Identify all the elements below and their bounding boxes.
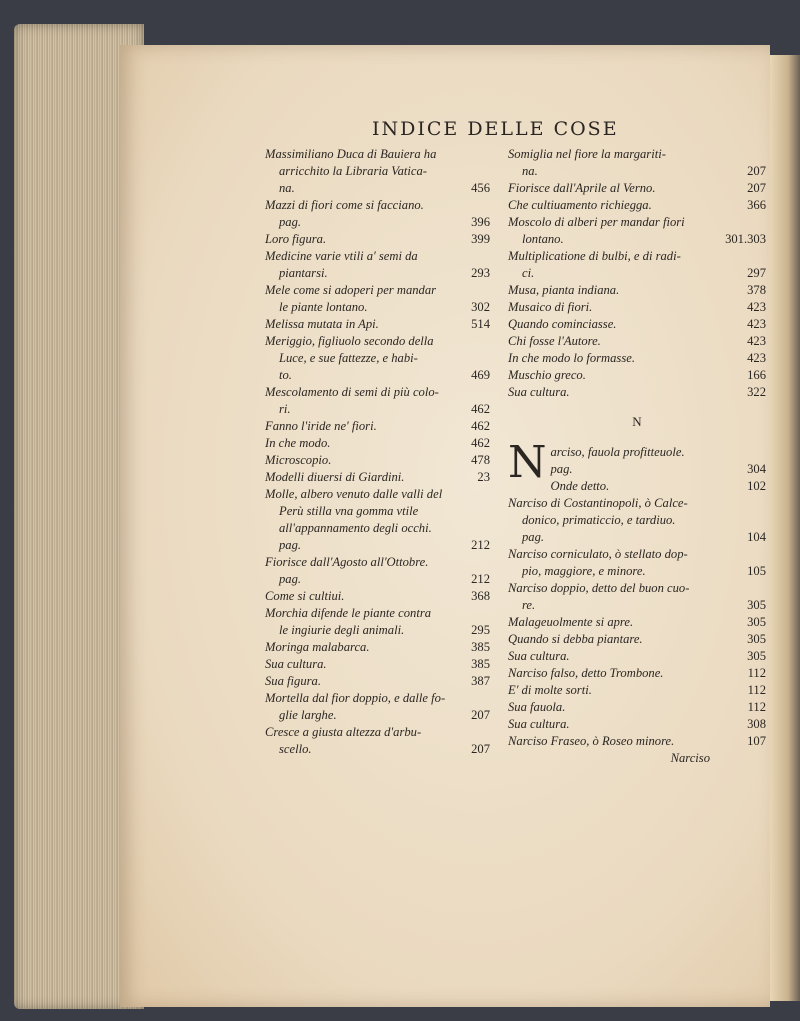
entry-line: Medicine varie vtili a' semi da (265, 249, 418, 263)
entry-line: re. (522, 598, 536, 612)
index-entry (265, 282, 490, 316)
index-entry (265, 656, 490, 673)
entry-text (508, 495, 766, 546)
index-entry (265, 469, 490, 486)
entry-page-number: 368 (471, 589, 490, 603)
entry-line: pag. (279, 215, 302, 229)
entry-page-number: 107 (747, 734, 766, 748)
index-entry (508, 146, 766, 180)
entry-line: glie larghe. (279, 708, 337, 722)
entry-page-number: 112 (747, 666, 766, 680)
entry-page-number: 462 (471, 436, 490, 450)
entry-text (265, 248, 490, 282)
entry-text (508, 580, 766, 614)
index-entry (508, 282, 766, 299)
index-entry (508, 648, 766, 665)
entry-page-number: 469 (471, 368, 490, 382)
index-entry (265, 333, 490, 384)
entry-page-number: 212 (471, 572, 490, 586)
entry-line: lontano. (522, 232, 564, 246)
entry-line: Quando cominciasse. (508, 317, 617, 331)
entry-text (508, 682, 766, 699)
entry-text (265, 316, 490, 333)
entry-line: Massimiliano Duca di Bauiera ha (265, 147, 437, 161)
entry-text (508, 350, 766, 367)
entry-text (508, 546, 766, 580)
index-entry (265, 418, 490, 435)
index-entry (508, 214, 766, 248)
entry-page-number: 207 (747, 181, 766, 195)
index-column-left (265, 146, 490, 758)
entry-text (265, 282, 490, 316)
entry-page-number: 112 (747, 700, 766, 714)
entry-page-number: 514 (471, 317, 490, 331)
entry-text (265, 690, 490, 724)
entry-page-number: 462 (471, 402, 490, 416)
index-entry (508, 682, 766, 699)
entry-page-number: 102 (747, 479, 766, 493)
entry-line: Quando si debba piantare. (508, 632, 643, 646)
entry-text (265, 384, 490, 418)
entry-text (265, 656, 490, 673)
entry-line: le piante lontano. (279, 300, 368, 314)
index-entry (508, 665, 766, 682)
index-entry (265, 435, 490, 452)
entry-text (508, 197, 766, 214)
index-entry (508, 299, 766, 316)
entry-page-number: 462 (471, 419, 490, 433)
entry-page-number: 478 (471, 453, 490, 467)
entry-page-number: 423 (747, 317, 766, 331)
entry-page-number: 304 (747, 462, 766, 476)
entry-line: pag. (279, 538, 302, 552)
entry-line: Morchia difende le piante contra (265, 606, 432, 620)
entry-page-number: 207 (471, 708, 490, 722)
index-entry (265, 248, 490, 282)
entry-line: Narciso Fraseo, ò Roseo minore. (508, 734, 675, 748)
entry-text (265, 418, 490, 435)
entry-text (508, 282, 766, 299)
entry-text (265, 435, 490, 452)
entry-line: Come si cultiui. (265, 589, 345, 603)
index-column-right (508, 146, 766, 767)
entry-text (508, 333, 766, 350)
entry-line: ri. (279, 402, 291, 416)
index-entry (508, 316, 766, 333)
entry-line: Modelli diuersi di Giardini. (265, 470, 405, 484)
entry-line: le ingiurie degli animali. (279, 623, 405, 637)
entry-text (265, 673, 490, 690)
index-entry (508, 716, 766, 733)
entry-line: Narciso corniculato, ò stellato dop- (508, 547, 688, 561)
index-entry (508, 333, 766, 350)
entry-line: Malageuolmente si apre. (508, 615, 634, 629)
entry-text (508, 699, 766, 716)
entry-line: E' di molte sorti. (508, 683, 592, 697)
entry-line: Molle, albero venuto dalle valli del (265, 487, 443, 501)
facing-page-edge (770, 55, 800, 1001)
entry-line: pag. (279, 572, 302, 586)
entry-text (508, 631, 766, 648)
entry-text (265, 333, 490, 384)
entry-line: Multiplicatione di bulbi, e di radi- (508, 249, 681, 263)
entry-text (508, 248, 766, 282)
entry-line: In che modo. (265, 436, 331, 450)
entry-page-number: 456 (471, 181, 490, 195)
index-entry (265, 724, 490, 758)
index-entry (265, 452, 490, 469)
entry-line: Mele come si adoperi per mandar (265, 283, 437, 297)
index-entry (265, 690, 490, 724)
index-entry (508, 197, 766, 214)
entry-page-number: 302 (471, 300, 490, 314)
entry-line: In che modo lo formasse. (508, 351, 635, 365)
entry-page-number: 378 (747, 283, 766, 297)
entry-line: Moringa malabarca. (265, 640, 370, 654)
entry-line: Narciso falso, detto Trombone. (508, 666, 664, 680)
entry-text (265, 146, 490, 197)
entry-line: all'appannamento degli occhi. (279, 521, 432, 535)
entry-text (508, 648, 766, 665)
entry-line: Che cultiuamento richiegga. (508, 198, 652, 212)
entry-text (265, 639, 490, 656)
index-entry (265, 197, 490, 231)
entry-text (265, 197, 490, 231)
entry-line: scello. (279, 742, 312, 756)
entry-page-number: 305 (747, 615, 766, 629)
entry-line: Sua cultura. (265, 657, 327, 671)
entry-text (508, 444, 766, 478)
entry-line: pag. (522, 530, 545, 544)
entry-line: Musaico di fiori. (508, 300, 593, 314)
page-header: INDICE DELLE COSE (372, 118, 619, 140)
entry-text (265, 724, 490, 758)
entry-page-number: 305 (747, 598, 766, 612)
entry-text (265, 554, 490, 588)
entry-page-number: 295 (471, 623, 490, 637)
index-entry (265, 605, 490, 639)
entry-text (508, 384, 766, 401)
index-entry (508, 478, 766, 495)
entry-line: Fanno l'iride ne' fiori. (265, 419, 377, 433)
entry-line: Muschio greco. (508, 368, 586, 382)
index-entry (508, 180, 766, 197)
entry-line: Sua cultura. (508, 717, 570, 731)
entry-page-number: 305 (747, 649, 766, 663)
entry-line: Somiglia nel fiore la margariti- (508, 147, 666, 161)
index-entry (508, 699, 766, 716)
entry-line: Microscopio. (265, 453, 332, 467)
index-entry (508, 350, 766, 367)
entry-line: arciso, fauola profitteuole. (550, 445, 685, 459)
entry-line: na. (522, 164, 538, 178)
entry-page-number: 112 (747, 683, 766, 697)
entry-page-number: 293 (471, 266, 490, 280)
entry-text (508, 367, 766, 384)
entry-line: piantarsi. (279, 266, 328, 280)
entry-line: Mortella dal fior doppio, e dalle fo- (265, 691, 446, 705)
index-entry (508, 367, 766, 384)
entry-text (508, 316, 766, 333)
index-entry (265, 231, 490, 248)
entry-page-number: 385 (471, 657, 490, 671)
entry-line: Mazzi di fiori come si facciano. (265, 198, 424, 212)
entry-page-number: 423 (747, 334, 766, 348)
index-entries-m (508, 146, 766, 401)
index-entry (508, 384, 766, 401)
entry-line: Mescolamento di semi di più colo- (265, 385, 439, 399)
index-entry (265, 554, 490, 588)
entry-page-number: 207 (471, 742, 490, 756)
entry-text (265, 231, 490, 248)
entry-text (508, 614, 766, 631)
entry-page-number: 308 (747, 717, 766, 731)
entry-line: Sua cultura. (508, 649, 570, 663)
entry-line: Sua figura. (265, 674, 321, 688)
entry-page-number: 387 (471, 674, 490, 688)
index-entry (508, 546, 766, 580)
entry-line: Narciso di Costantinopoli, ò Calce- (508, 496, 688, 510)
entry-line: ci. (522, 266, 535, 280)
entry-text (265, 452, 490, 469)
entry-page-number: 207 (747, 164, 766, 178)
index-entry (508, 580, 766, 614)
entry-text (508, 180, 766, 197)
entry-line: Sua cultura. (508, 385, 570, 399)
entry-text (265, 588, 490, 605)
entry-page-number: 366 (747, 198, 766, 212)
drop-cap: N (508, 437, 547, 488)
entry-page-number: 297 (747, 266, 766, 280)
entry-line: na. (279, 181, 295, 195)
entry-line: Chi fosse l'Autore. (508, 334, 601, 348)
entry-page-number: 212 (471, 538, 490, 552)
entry-line: Narciso doppio, detto del buon cuo- (508, 581, 690, 595)
entry-line: Sua fauola. (508, 700, 566, 714)
entry-text (508, 665, 766, 682)
entry-text (508, 299, 766, 316)
index-entry (508, 248, 766, 282)
entry-line: Fiorisce dall'Aprile al Verno. (508, 181, 656, 195)
entry-line: Fiorisce dall'Agosto all'Ottobre. (265, 555, 429, 569)
index-entry (265, 588, 490, 605)
entry-page-number: 105 (747, 564, 766, 578)
entry-text (265, 605, 490, 639)
entry-page-number: 322 (747, 385, 766, 399)
index-entry (508, 631, 766, 648)
entry-page-number: 399 (471, 232, 490, 246)
section-letter: N (632, 414, 642, 429)
index-entry (265, 146, 490, 197)
index-entry (265, 486, 490, 554)
index-entry (265, 316, 490, 333)
entry-line: Musa, pianta indiana. (508, 283, 620, 297)
entry-line: Melissa mutata in Api. (265, 317, 379, 331)
entry-page-number: 166 (747, 368, 766, 382)
index-entry (508, 444, 766, 478)
index-entry (508, 495, 766, 546)
entry-text (508, 716, 766, 733)
index-entry (508, 733, 766, 750)
entry-text (265, 469, 490, 486)
index-entry (265, 639, 490, 656)
entry-page-number: 396 (471, 215, 490, 229)
entry-line: Onde detto. (550, 479, 610, 493)
entry-page-number: 305 (747, 632, 766, 646)
entry-page-number: 104 (747, 530, 766, 544)
entry-page-number: 385 (471, 640, 490, 654)
entry-page-number: 23 (477, 470, 490, 484)
entry-page-number: 423 (747, 351, 766, 365)
index-entry (265, 673, 490, 690)
index-entries-n (508, 437, 766, 750)
entry-line: Luce, e sue fattezze, e habi- (279, 351, 418, 365)
entry-line: Cresce a giusta altezza d'arbu- (265, 725, 422, 739)
entry-line: donico, primaticcio, e tardiuo. (522, 513, 676, 527)
entry-line: Perù stilla vna gomma vtile (279, 504, 419, 518)
index-entry (265, 384, 490, 418)
entry-text (508, 146, 766, 180)
entry-line: Loro figura. (265, 232, 327, 246)
entry-page-number: 423 (747, 300, 766, 314)
entry-text (508, 733, 766, 750)
entry-line: to. (279, 368, 292, 382)
entry-line: pag. (550, 462, 573, 476)
index-entry (508, 614, 766, 631)
entry-page-number: 301.303 (725, 232, 766, 246)
entry-text (508, 478, 766, 495)
catchword: Narciso (670, 751, 710, 765)
entry-line: arricchito la Libraria Vatica- (279, 164, 427, 178)
entry-line: pio, maggiore, e minore. (522, 564, 646, 578)
entry-text (265, 486, 490, 554)
entry-line: Moscolo di alberi per mandar fiori (508, 215, 685, 229)
entry-line: Meriggio, figliuolo secondo della (265, 334, 434, 348)
